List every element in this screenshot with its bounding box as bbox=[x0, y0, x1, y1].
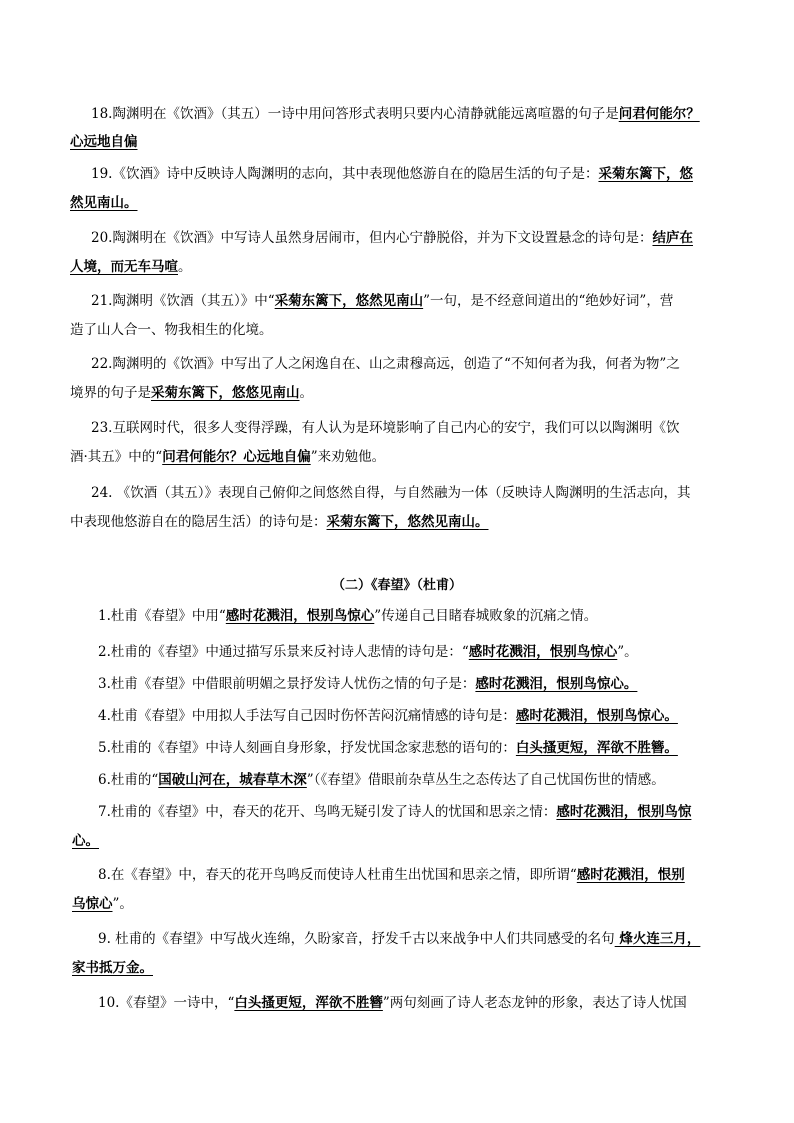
s2-question-10-text: 10.《春望》一诗中，“ bbox=[98, 995, 235, 1011]
question-23-answer: 问君何能尔？心远地自偏 bbox=[162, 449, 311, 465]
question-19 bbox=[0, 164, 794, 184]
s2-question-5-answer: 白头搔更短，浑欲不胜簪。 bbox=[515, 740, 678, 756]
question-23-text-cont: 酒·其五》中的“ bbox=[70, 449, 163, 465]
s2-question-10-text-post: ”两句刻画了诗人老态龙钟的形象，表达了诗人忧国 bbox=[382, 995, 687, 1011]
s2-question-10 bbox=[0, 993, 794, 1013]
question-24-answer: 采菊东篱下，悠然见南山。 bbox=[326, 514, 489, 530]
s2-question-6 bbox=[0, 770, 794, 790]
s2-question-6-text-post: ”（《春望》借眼前杂草丛生之态传达了自己忧国伤世的情感。 bbox=[306, 772, 665, 788]
question-20-answer: 结庐在 bbox=[652, 230, 693, 246]
question-18-cont bbox=[0, 132, 794, 152]
s2-question-8-text: 8.在《春望》中，春天的花开鸟鸣反而使诗人杜甫生出忧国和思亲之情，即所谓“ bbox=[98, 867, 577, 883]
question-20-end: 。 bbox=[178, 259, 192, 275]
question-21-answer: 采菊东篱下，悠然见南山 bbox=[274, 293, 424, 309]
s2-question-9-text: 9. 杜甫的《春望》中写战火连绵，久盼家音，抒发千古以来战争中人们共同感受的名句 bbox=[98, 931, 615, 947]
s2-question-8-cont bbox=[0, 894, 794, 914]
s2-question-8-end: ”。 bbox=[112, 896, 133, 912]
question-23-cont bbox=[0, 447, 794, 467]
question-22 bbox=[0, 354, 794, 374]
s2-question-2 bbox=[0, 642, 794, 662]
question-18-answer: 问君何能尔？ bbox=[618, 106, 700, 122]
question-18-answer-cont: 心远地自偏 bbox=[70, 134, 138, 150]
s2-question-6-text: 6.杜甫的“ bbox=[98, 772, 159, 788]
question-22-text: 22.陶渊明的《饮酒》中写出了人之闲逸自在、山之肃穆高远，创造了“不知何者为我，何者为物”之 bbox=[91, 356, 680, 372]
s2-question-10-answer: 白头搔更短，浑欲不胜簪 bbox=[234, 995, 383, 1011]
question-24-text-cont: 中表现他悠游自在的隐居生活）的诗句是： bbox=[70, 514, 327, 530]
question-21-cont bbox=[0, 320, 794, 340]
s2-question-7-answer: 感时花溅泪，恨别鸟惊 bbox=[556, 804, 692, 820]
question-22-text-cont: 境界的句子是 bbox=[70, 385, 151, 401]
s2-question-9-answer: 烽火连三月， bbox=[614, 931, 701, 947]
question-21 bbox=[0, 291, 794, 311]
s2-question-3-answer: 感时花溅泪，恨别鸟惊心。 bbox=[475, 676, 638, 692]
s2-question-2-text: 2.杜甫的《春望》中通过描写乐景来反衬诗人悲情的诗句是：“ bbox=[98, 644, 469, 660]
s2-question-6-answer: 国破山河在，城春草木深 bbox=[158, 772, 307, 788]
s2-question-8-answer: 感时花溅泪，恨别 bbox=[576, 867, 685, 883]
s2-question-9-answer-cont: 家书抵万金。 bbox=[72, 960, 153, 976]
question-22-end: 。 bbox=[299, 385, 313, 401]
s2-question-5 bbox=[0, 738, 794, 758]
s2-question-3 bbox=[0, 674, 794, 694]
question-22-answer: 采菊东篱下，悠悠见南山 bbox=[151, 385, 300, 401]
s2-question-9 bbox=[0, 929, 794, 949]
s2-question-2-text-post: ”。 bbox=[617, 644, 638, 660]
s2-question-4-answer: 感时花溅泪，恨别鸟惊心。 bbox=[515, 708, 678, 724]
question-23-end: ”来劝勉他。 bbox=[310, 449, 386, 465]
s2-question-1-text: 1.杜甫《春望》中用“ bbox=[98, 608, 226, 624]
s2-question-1-answer: 感时花溅泪，恨别鸟惊心 bbox=[225, 608, 375, 624]
question-24 bbox=[0, 483, 794, 503]
s2-question-7-answer-cont: 心。 bbox=[72, 833, 99, 849]
question-23-text: 23.互联网时代，很多人变得浮躁，有人认为是环境影响了自己内心的安宁，我们可以以陶渊明《饮 bbox=[91, 420, 680, 436]
question-24-cont bbox=[0, 512, 794, 532]
question-21-text-cont: 造了山人合一、物我相生的化境。 bbox=[70, 322, 273, 338]
question-23 bbox=[0, 418, 794, 438]
question-19-cont bbox=[0, 193, 794, 213]
question-19-answer: 采菊东篱下，悠 bbox=[598, 166, 693, 182]
question-19-answer-cont: 然见南山。 bbox=[70, 195, 138, 211]
question-20-answer-cont: 人境，而无车马喧 bbox=[70, 259, 178, 275]
question-21-text: 21.陶渊明《饮酒（其五）》中“ bbox=[91, 293, 275, 309]
s2-question-2-answer: 感时花溅泪，恨别鸟惊心 bbox=[468, 644, 618, 660]
question-20-cont bbox=[0, 257, 794, 277]
question-20-text: 20.陶渊明在《饮酒》中写诗人虽然身居闹市，但内心宁静脱俗，并为下文设置悬念的诗句是： bbox=[91, 230, 653, 246]
s2-question-4 bbox=[0, 706, 794, 726]
section-heading: （二）《春望》（杜甫） bbox=[331, 578, 462, 593]
s2-question-8-answer-cont: 乌惊心 bbox=[72, 896, 113, 912]
s2-question-4-text: 4.杜甫《春望》中用拟人手法写自己因时伤怀苦闷沉痛情感的诗句是： bbox=[98, 708, 516, 724]
question-20 bbox=[0, 228, 794, 248]
s2-question-9-cont bbox=[0, 958, 794, 978]
s2-question-8 bbox=[0, 865, 794, 885]
question-18 bbox=[0, 104, 794, 124]
question-24-text: 24. 《饮酒（其五）》表现自己俯仰之间悠然自得，与自然融为一体（反映诗人陶渊明的生活志向，其 bbox=[91, 485, 691, 501]
question-22-cont bbox=[0, 383, 794, 403]
s2-question-1-text-post: ”传递自己目睹春城败象的沉痛之情。 bbox=[374, 608, 598, 624]
s2-question-3-text: 3.杜甫《春望》中借眼前明媚之景抒发诗人忧伤之情的句子是： bbox=[98, 676, 476, 692]
question-18-text: 18.陶渊明在《饮酒》（其五）一诗中用问答形式表明只要内心清静就能远离喧嚣的句子是 bbox=[91, 106, 619, 122]
s2-question-7-cont bbox=[0, 831, 794, 851]
question-21-text-post: ”一句，是不经意间道出的“绝妙好词”，营 bbox=[423, 293, 674, 309]
s2-question-7 bbox=[0, 802, 794, 822]
question-19-text: 19.《饮酒》诗中反映诗人陶渊明的志向，其中表现他悠游自在的隐居生活的句子是： bbox=[91, 166, 599, 182]
s2-question-5-text: 5.杜甫的《春望》中诗人刻画自身形象，抒发忧国念家悲愁的语句的： bbox=[98, 740, 516, 756]
s2-question-7-text: 7.杜甫的《春望》中，春天的花开、鸟鸣无疑引发了诗人的忧国和思亲之情： bbox=[98, 804, 557, 820]
s2-question-1 bbox=[0, 606, 794, 626]
